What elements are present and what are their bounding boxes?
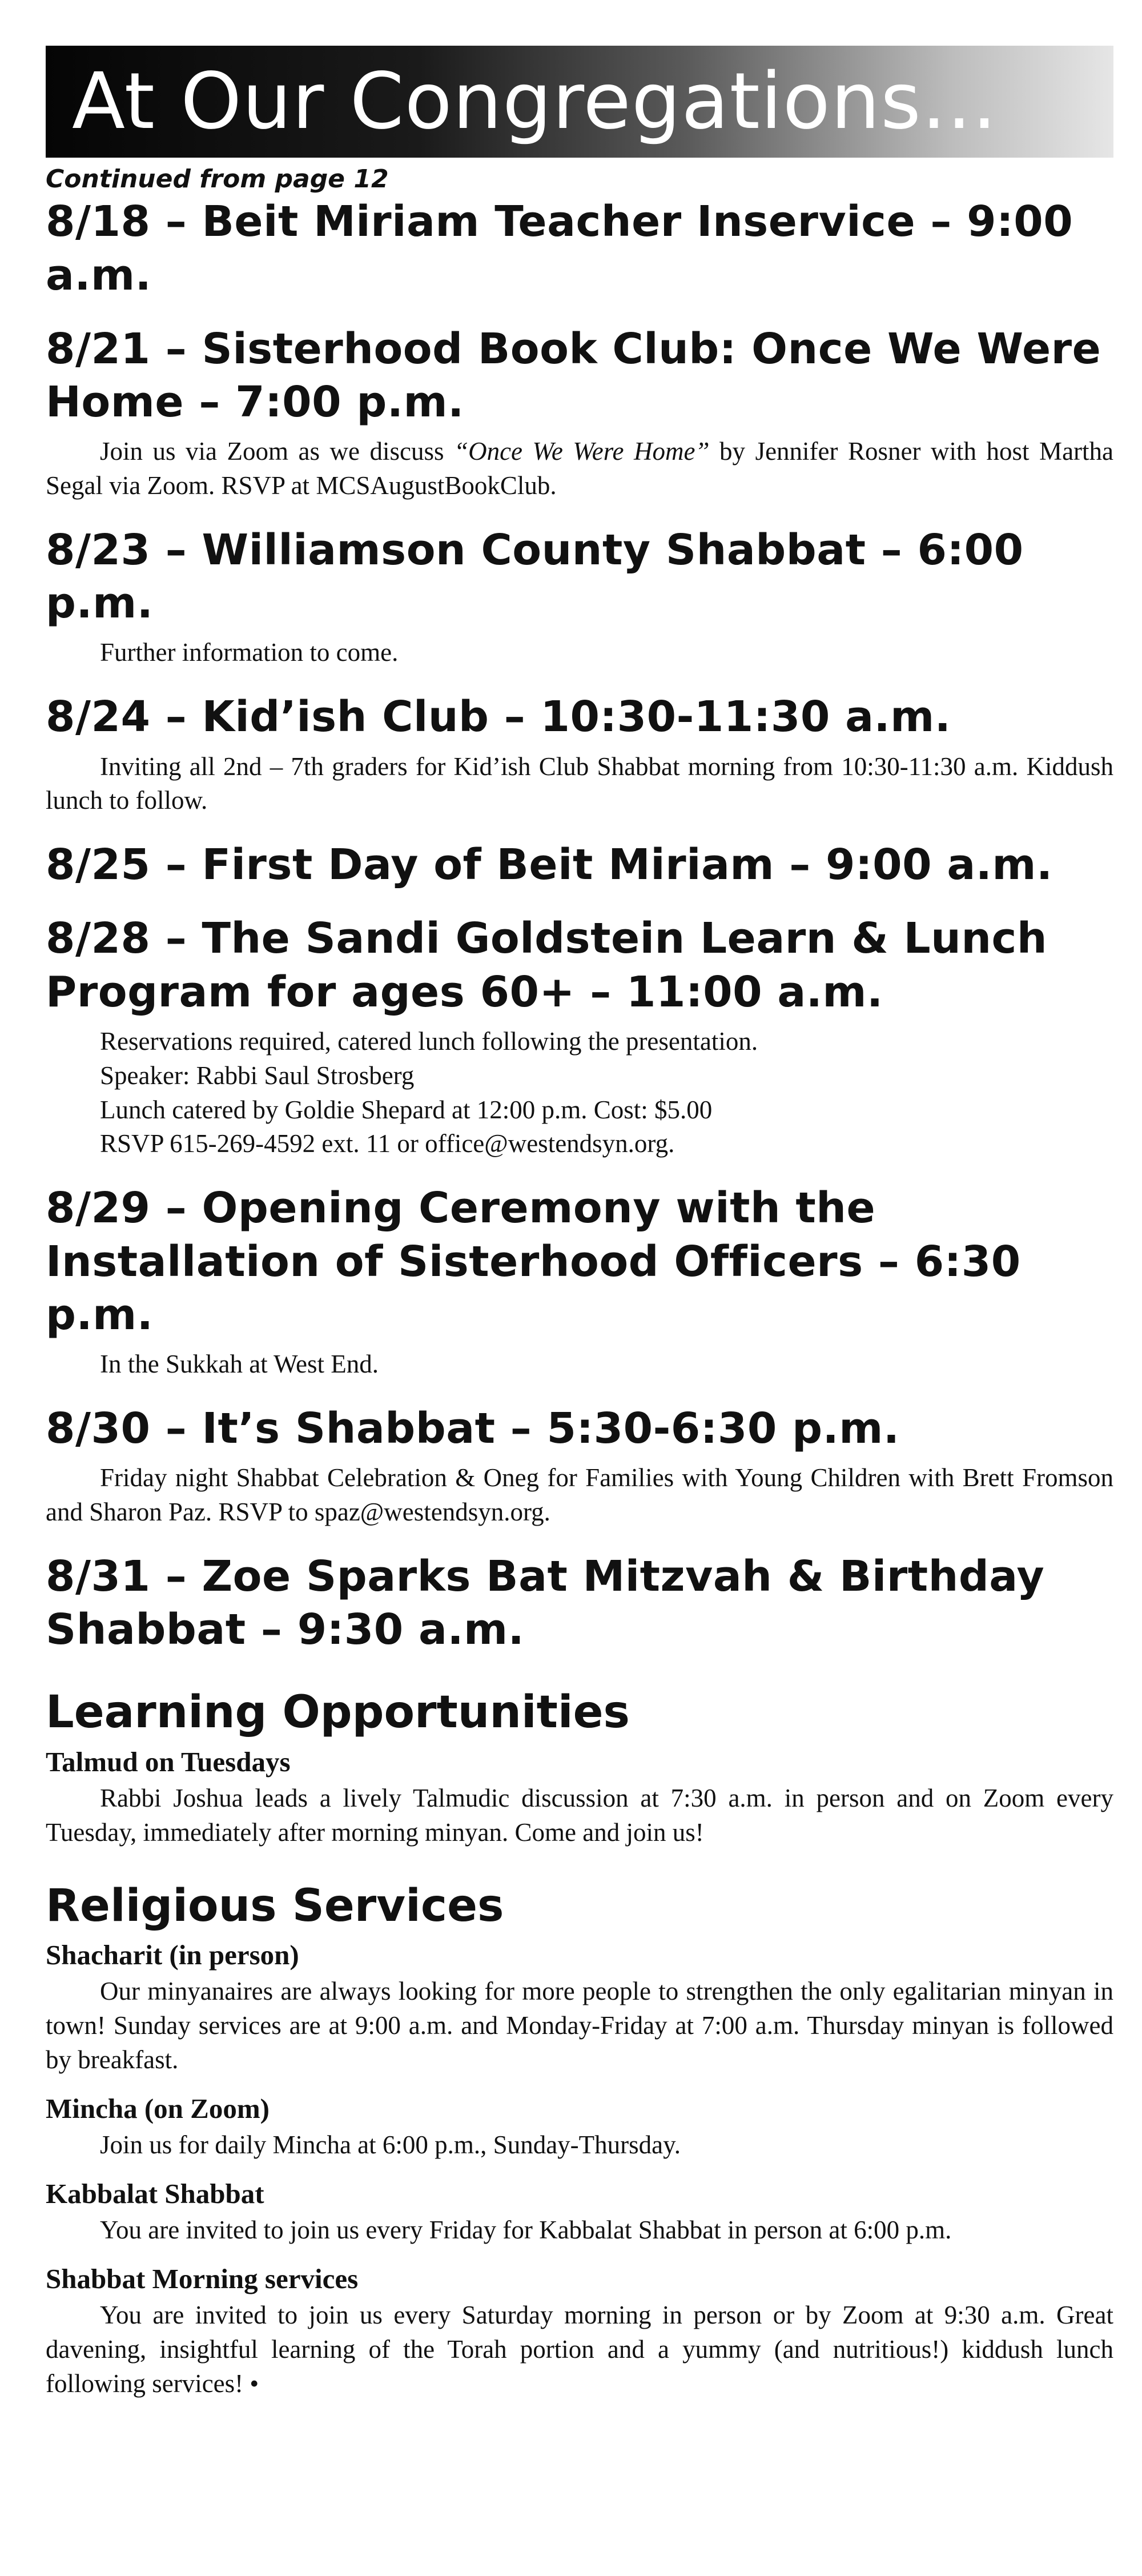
- service-item-description: [46, 2298, 1113, 2401]
- event-title: 8/18 – Beit Miriam Teacher Inservice – 9:00 a.m.: [46, 197, 1073, 300]
- learning-item-title: Talmud on Tuesdays: [46, 1746, 291, 1777]
- event-item: [46, 524, 1113, 670]
- end-of-article-mark: •: [250, 2369, 259, 2398]
- service-item: [46, 2261, 1113, 2401]
- section-banner: [46, 46, 1113, 158]
- continued-note: Continued from page 12: [46, 164, 389, 194]
- service-item-title: Kabbalat Shabbat: [46, 2178, 264, 2210]
- event-details: [46, 1025, 1113, 1161]
- event-title: 8/31 – Zoe Sparks Bat Mitzvah & Birthday Shabbat – 9:30 a.m.: [46, 1551, 1045, 1655]
- event-description: [46, 435, 1113, 503]
- detail-line: Reservations required, catered lunch following the presentation.: [100, 1026, 758, 1056]
- event-title: 8/24 – Kid’ish Club – 10:30-11:30 a.m.: [46, 692, 951, 742]
- event-item: [46, 912, 1113, 1161]
- service-item-description-text: You are invited to join us every Saturday morning in person or by Zoom at 9:30 a.m. Great davening, insightful learning of the Torah portion and a yummy (and nutritious!) kiddush lunch following services!: [46, 2301, 1113, 2398]
- service-item-title: Mincha (on Zoom): [46, 2092, 270, 2124]
- event-item: [46, 1550, 1113, 1656]
- event-description: In the Sukkah at West End.: [100, 1350, 379, 1379]
- event-title: 8/30 – It’s Shabbat – 5:30-6:30 p.m.: [46, 1403, 900, 1453]
- service-item: [46, 1937, 1113, 2077]
- detail-line: Speaker: Rabbi Saul Strosberg: [100, 1061, 415, 1090]
- service-item-description: You are invited to join us every Friday for Kabbalat Shabbat in person at 6:00 p.m.: [100, 2216, 952, 2245]
- service-item-description: Join us for daily Mincha at 6:00 p.m., Sunday-Thursday.: [100, 2130, 681, 2160]
- newsletter-page: [46, 46, 1113, 2401]
- event-description: Friday night Shabbat Celebration & Oneg for Families with Young Children with Brett Fromson and Sharon Paz. RSVP to spaz@westendsyn.org.: [46, 1463, 1113, 1526]
- event-item: [46, 323, 1113, 503]
- event-title: 8/25 – First Day of Beit Miriam – 9:00 a.m.: [46, 840, 1053, 890]
- event-item: [46, 1182, 1113, 1382]
- event-description: Further information to come.: [100, 638, 399, 667]
- detail-line: RSVP 615-269-4592 ext. 11 or office@westendsyn.org.: [100, 1129, 675, 1158]
- event-item: [46, 195, 1113, 302]
- event-description-text: by Jennifer Rosner with host Martha Segal via Zoom. RSVP at MCSAugustBookClub.: [46, 437, 1114, 500]
- book-title: “Once We Were Home”: [454, 437, 710, 466]
- event-description: Inviting all 2nd – 7th graders for Kid’ish Club Shabbat morning from 10:30-11:30 a.m. Kiddush lunch to follow.: [46, 752, 1113, 815]
- service-item-description: Our minyanaires are always looking for more people to strengthen the only egalitarian minyan in town! Sunday services are at 9:00 a.m. and Monday-Friday at 7:00 a.m. Thursday minyan is followed by breakfast.: [46, 1977, 1113, 2075]
- services-heading: Religious Services: [46, 1880, 504, 1932]
- event-item: [46, 691, 1113, 818]
- learning-item-description: Rabbi Joshua leads a lively Talmudic discussion at 7:30 a.m. in person and on Zoom every Tuesday, immediately after morning minyan. Come and join us!: [46, 1784, 1113, 1847]
- detail-line: Lunch catered by Goldie Shepard at 12:00 p.m. Cost: $5.00: [100, 1095, 713, 1124]
- event-item: [46, 1402, 1113, 1530]
- service-item-title: Shacharit (in person): [46, 1939, 299, 1971]
- event-title: 8/21 – Sisterhood Book Club: Once We Were Home – 7:00 p.m.: [46, 324, 1101, 427]
- service-item-title: Shabbat Morning services: [46, 2263, 359, 2295]
- service-item: [46, 2091, 1113, 2162]
- event-item: [46, 838, 1113, 892]
- learning-item: [46, 1744, 1113, 1850]
- event-title: 8/23 – Williamson County Shabbat – 6:00 p.m.: [46, 525, 1024, 628]
- event-description-text: Join us via Zoom as we discuss: [100, 437, 455, 466]
- banner-title: At Our Congregations...: [72, 57, 998, 147]
- service-item: [46, 2176, 1113, 2248]
- learning-heading: Learning Opportunities: [46, 1687, 630, 1739]
- event-title: 8/29 – Opening Ceremony with the Installation of Sisterhood Officers – 6:30 p.m.: [46, 1183, 1021, 1339]
- event-title: 8/28 – The Sandi Goldstein Learn & Lunch Program for ages 60+ – 11:00 a.m.: [46, 914, 1048, 1017]
